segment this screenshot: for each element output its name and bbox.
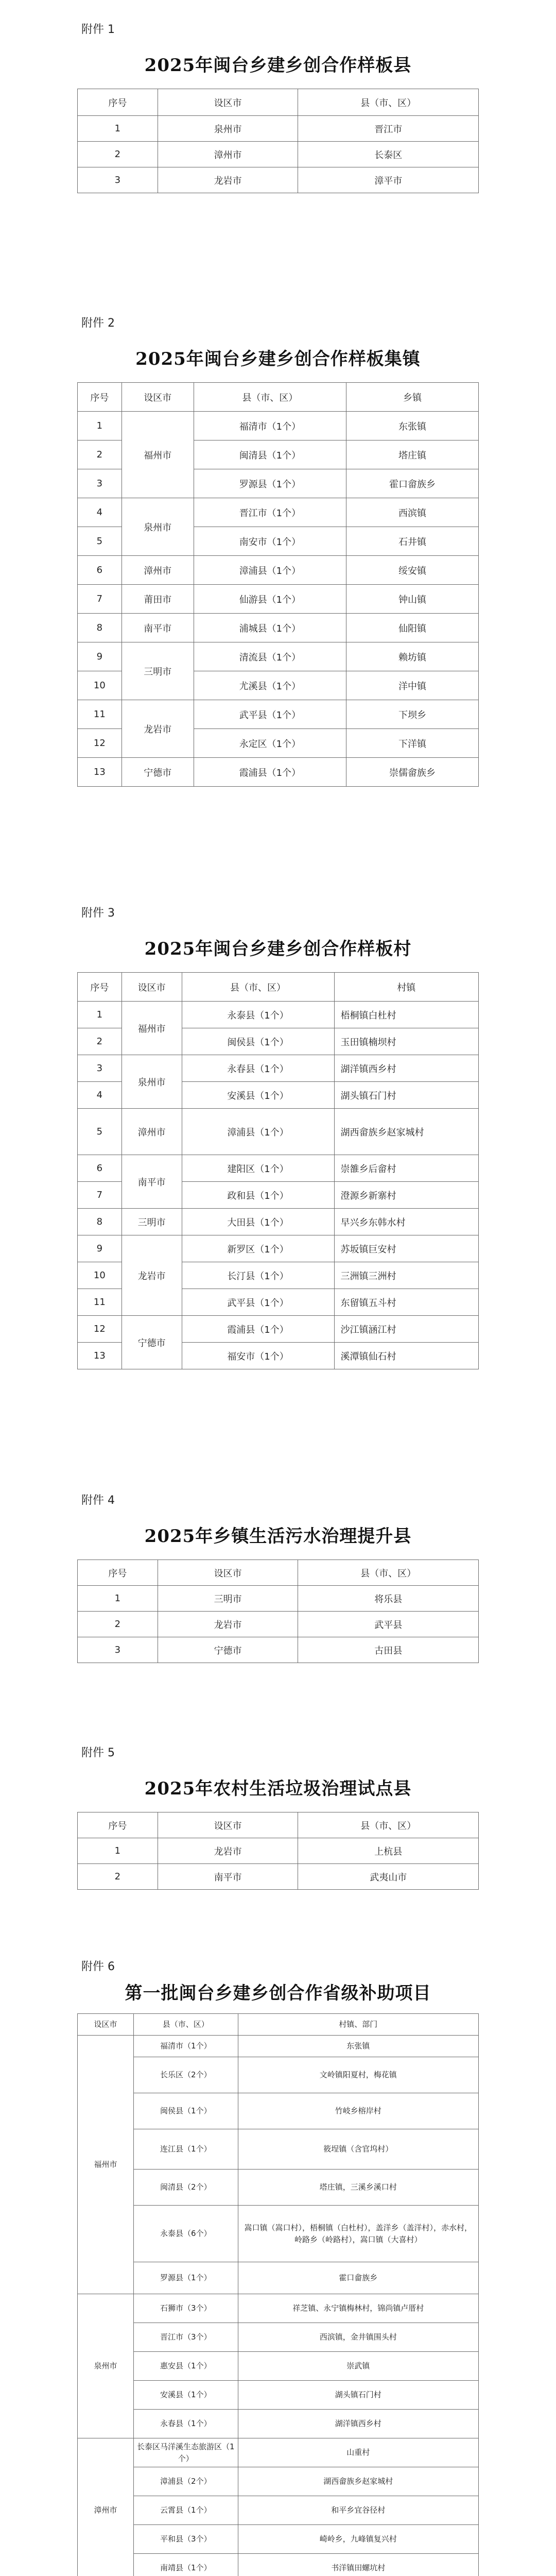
table-header-row bbox=[78, 973, 479, 1002]
county-cell: 南靖县（1个） bbox=[134, 2554, 238, 2576]
county-cell: 闽侯县（1个） bbox=[134, 2093, 238, 2129]
table-cell: 9 bbox=[78, 1235, 122, 1262]
table-row bbox=[78, 700, 479, 729]
village-cell: 东张镇 bbox=[238, 2036, 478, 2057]
table-cell: 湖头镇石门村 bbox=[334, 1082, 478, 1109]
table-row bbox=[78, 167, 479, 193]
table-cell: 2 bbox=[78, 440, 122, 469]
column-header: 县（市、区） bbox=[298, 1560, 479, 1586]
table-cell: 大田县（1个） bbox=[182, 1209, 334, 1235]
city-cell: 宁德市 bbox=[121, 758, 194, 787]
attachment-3 bbox=[77, 904, 479, 1369]
table-cell: 4 bbox=[78, 1082, 122, 1109]
table-cell: 崇儒畲族乡 bbox=[346, 758, 478, 787]
city-cell: 漳州市 bbox=[121, 556, 194, 585]
table-cell: 古田县 bbox=[298, 1637, 479, 1663]
village-cell: 塔庄镇，三溪乡溪口村 bbox=[238, 2170, 478, 2206]
sewage-county-table bbox=[77, 1560, 479, 1663]
county-cell: 平和县（3个） bbox=[134, 2525, 238, 2554]
table-cell: 10 bbox=[78, 671, 122, 700]
table-cell: 闽侯县（1个） bbox=[182, 1028, 334, 1055]
table-cell: 尤溪县（1个） bbox=[194, 671, 346, 700]
table-row bbox=[78, 614, 479, 642]
table-row bbox=[78, 1586, 479, 1612]
attachment-label: 附件 1 bbox=[81, 23, 115, 36]
village-cell: 山重村 bbox=[238, 2438, 478, 2467]
table-row bbox=[78, 412, 479, 440]
attachment-label: 附件 5 bbox=[81, 1747, 115, 1759]
table-cell: 苏坂镇巨安村 bbox=[334, 1235, 478, 1262]
table-cell: 将乐县 bbox=[298, 1586, 479, 1612]
city-cell: 福州市 bbox=[121, 412, 194, 498]
table-cell: 福清市（1个） bbox=[194, 412, 346, 440]
table-cell: 长汀县（1个） bbox=[182, 1262, 334, 1289]
table-cell: 1 bbox=[78, 412, 122, 440]
table-header-row bbox=[78, 383, 479, 412]
county-cell: 长乐区（2个） bbox=[134, 2057, 238, 2093]
table-header-row bbox=[78, 1812, 479, 1838]
table-cell: 崇雒乡后畲村 bbox=[334, 1155, 478, 1182]
table-row bbox=[78, 1109, 479, 1155]
table-cell: 7 bbox=[78, 585, 122, 614]
city-cell: 漳州市 bbox=[121, 1109, 182, 1155]
city-cell: 福州市 bbox=[121, 1002, 182, 1055]
table-cell: 11 bbox=[78, 700, 122, 729]
village-cell: 和平乡宜谷径村 bbox=[238, 2496, 478, 2525]
column-header: 设区市 bbox=[158, 89, 298, 116]
table-cell: 洋中镇 bbox=[346, 671, 478, 700]
table-cell: 清流县（1个） bbox=[194, 642, 346, 671]
village-cell: 崇武镇 bbox=[238, 2352, 478, 2381]
table-cell: 南平市 bbox=[158, 1864, 298, 1890]
county-cell: 漳浦县（2个） bbox=[134, 2467, 238, 2496]
table-row bbox=[78, 116, 479, 142]
village-cell: 崎岭乡，九峰镇复兴村 bbox=[238, 2525, 478, 2554]
city-cell: 福州市 bbox=[78, 2036, 134, 2294]
table-cell: 建阳区（1个） bbox=[182, 1155, 334, 1182]
table-row bbox=[78, 498, 479, 527]
table-cell: 1 bbox=[78, 1002, 122, 1028]
table-cell: 澄源乡新寨村 bbox=[334, 1182, 478, 1209]
table-cell: 玉田镇楠坝村 bbox=[334, 1028, 478, 1055]
table-cell: 10 bbox=[78, 1262, 122, 1289]
city-cell: 泉州市 bbox=[121, 1055, 182, 1109]
section-title: 2025年闽台乡建乡创合作样板村 bbox=[144, 939, 412, 959]
village-cell: 西滨镇，金井镇围头村 bbox=[238, 2323, 478, 2352]
attachment-label: 附件 6 bbox=[81, 1960, 115, 1973]
subsidy-project-table bbox=[77, 2013, 479, 2576]
column-header: 序号 bbox=[78, 1812, 158, 1838]
county-cell: 永春县（1个） bbox=[134, 2410, 238, 2438]
table-cell: 8 bbox=[78, 1209, 122, 1235]
table-cell: 2 bbox=[78, 1612, 158, 1637]
village-cell: 竹岐乡榕岸村 bbox=[238, 2093, 478, 2129]
city-cell: 南平市 bbox=[121, 1155, 182, 1209]
table-cell: 三明市 bbox=[158, 1586, 298, 1612]
table-row bbox=[78, 1838, 479, 1864]
village-cell: 筱埕镇（含官坞村） bbox=[238, 2129, 478, 2170]
table-row bbox=[78, 2352, 479, 2381]
waste-county-table bbox=[77, 1812, 479, 1890]
attachment-5 bbox=[77, 1744, 479, 1890]
table-cell: 2 bbox=[78, 1864, 158, 1890]
table-cell: 漳州市 bbox=[158, 142, 298, 167]
table-cell: 武平县（1个） bbox=[194, 700, 346, 729]
table-row bbox=[78, 2036, 479, 2057]
village-cell: 湖西畲族乡赵家城村 bbox=[238, 2467, 478, 2496]
section-title: 2025年乡镇生活污水治理提升县 bbox=[144, 1526, 412, 1547]
attachment-label: 附件 2 bbox=[81, 317, 115, 330]
column-header: 村镇 bbox=[334, 973, 478, 1002]
village-cell: 书洋镇田螺坑村 bbox=[238, 2554, 478, 2576]
table-row bbox=[78, 2323, 479, 2352]
table-cell: 12 bbox=[78, 1316, 122, 1343]
table-cell: 绥安镇 bbox=[346, 556, 478, 585]
city-cell: 南平市 bbox=[121, 614, 194, 642]
table-cell: 永春县（1个） bbox=[182, 1055, 334, 1082]
table-cell: 漳浦县（1个） bbox=[194, 556, 346, 585]
table-cell: 安溪县（1个） bbox=[182, 1082, 334, 1109]
table-cell: 6 bbox=[78, 1155, 122, 1182]
column-header: 设区市 bbox=[158, 1560, 298, 1586]
table-row bbox=[78, 1055, 479, 1082]
table-row bbox=[78, 2294, 479, 2323]
table-cell: 宁德市 bbox=[158, 1637, 298, 1663]
table-cell: 龙岩市 bbox=[158, 1612, 298, 1637]
column-header: 序号 bbox=[78, 89, 158, 116]
table-header-row bbox=[78, 89, 479, 116]
county-cell: 连江县（1个） bbox=[134, 2129, 238, 2170]
table-cell: 福安市（1个） bbox=[182, 1343, 334, 1369]
county-cell: 长泰区马洋溪生态旅游区（1个） bbox=[134, 2438, 238, 2467]
attachment-1 bbox=[77, 21, 479, 193]
attachment-label: 附件 4 bbox=[81, 1494, 115, 1507]
table-cell: 6 bbox=[78, 556, 122, 585]
table-cell: 晋江市（1个） bbox=[194, 498, 346, 527]
table-cell: 石井镇 bbox=[346, 527, 478, 556]
table-cell: 漳平市 bbox=[298, 167, 479, 193]
county-cell: 晋江市（3个） bbox=[134, 2323, 238, 2352]
city-cell: 三明市 bbox=[121, 642, 194, 700]
table-cell: 上杭县 bbox=[298, 1838, 479, 1864]
table-cell: 三洲镇三洲村 bbox=[334, 1262, 478, 1289]
column-header: 县（市、区） bbox=[298, 89, 479, 116]
table-cell: 武平县（1个） bbox=[182, 1289, 334, 1316]
village-cell: 湖洋镇西乡村 bbox=[238, 2410, 478, 2438]
table-cell: 长泰区 bbox=[298, 142, 479, 167]
city-cell: 三明市 bbox=[121, 1209, 182, 1235]
table-cell: 溪潭镇仙石村 bbox=[334, 1343, 478, 1369]
attachment-label: 附件 3 bbox=[81, 907, 115, 920]
table-cell: 钟山镇 bbox=[346, 585, 478, 614]
column-header: 乡镇 bbox=[346, 383, 478, 412]
city-cell: 龙岩市 bbox=[121, 1235, 182, 1316]
table-cell: 永泰县（1个） bbox=[182, 1002, 334, 1028]
table-cell: 沙江镇涵江村 bbox=[334, 1316, 478, 1343]
attachment-4 bbox=[77, 1492, 479, 1663]
table-row bbox=[78, 2093, 479, 2129]
table-cell: 梧桐镇白杜村 bbox=[334, 1002, 478, 1028]
section-title: 2025年农村生活垃圾治理试点县 bbox=[144, 1778, 412, 1799]
table-cell: 霞浦县（1个） bbox=[194, 758, 346, 787]
column-header: 设区市 bbox=[78, 2014, 134, 2036]
table-cell: 11 bbox=[78, 1289, 122, 1316]
city-cell: 漳州市 bbox=[78, 2438, 134, 2576]
table-cell: 龙岩市 bbox=[158, 1838, 298, 1864]
village-cell: 文岭镇阳夏村，梅花镇 bbox=[238, 2057, 478, 2093]
column-header: 设区市 bbox=[158, 1812, 298, 1838]
table-cell: 霞浦县（1个） bbox=[182, 1316, 334, 1343]
table-row bbox=[78, 2129, 479, 2170]
section-title: 第一批闽台乡建乡创合作省级补助项目 bbox=[125, 1983, 431, 2004]
table-cell: 13 bbox=[78, 758, 122, 787]
table-row bbox=[78, 758, 479, 787]
table-cell: 2 bbox=[78, 142, 158, 167]
county-cell: 永泰县（6个） bbox=[134, 2206, 238, 2262]
table-cell: 霍口畲族乡 bbox=[346, 469, 478, 498]
county-cell: 云霄县（1个） bbox=[134, 2496, 238, 2525]
table-row bbox=[78, 585, 479, 614]
table-cell: 3 bbox=[78, 167, 158, 193]
table-cell: 下坝乡 bbox=[346, 700, 478, 729]
table-cell: 永定区（1个） bbox=[194, 729, 346, 758]
table-cell: 2 bbox=[78, 1028, 122, 1055]
table-row bbox=[78, 2467, 479, 2496]
table-cell: 5 bbox=[78, 527, 122, 556]
table-row bbox=[78, 142, 479, 167]
table-cell: 12 bbox=[78, 729, 122, 758]
table-cell: 新罗区（1个） bbox=[182, 1235, 334, 1262]
table-cell: 漳浦县（1个） bbox=[182, 1109, 334, 1155]
column-header: 县（市、区） bbox=[194, 383, 346, 412]
table-cell: 武夷山市 bbox=[298, 1864, 479, 1890]
table-cell: 仙游县（1个） bbox=[194, 585, 346, 614]
county-cell: 惠安县（1个） bbox=[134, 2352, 238, 2381]
table-cell: 闽清县（1个） bbox=[194, 440, 346, 469]
table-row bbox=[78, 1002, 479, 1028]
table-header-row bbox=[78, 2014, 479, 2036]
column-header: 县（市、区） bbox=[182, 973, 334, 1002]
section-title: 2025年闽台乡建乡创合作样板集镇 bbox=[135, 349, 421, 369]
attachment-2 bbox=[77, 314, 479, 787]
attachment-6 bbox=[77, 1958, 479, 2576]
table-cell: 3 bbox=[78, 1055, 122, 1082]
table-cell: 西滨镇 bbox=[346, 498, 478, 527]
table-row bbox=[78, 1612, 479, 1637]
village-cell: 嵩口镇（嵩口村），梧桐镇（白杜村），盖洋乡（盖洋村），赤水村，岭路乡（岭路村），嵩口镇（大喜村） bbox=[238, 2206, 478, 2262]
table-row bbox=[78, 1209, 479, 1235]
table-cell: 仙阳镇 bbox=[346, 614, 478, 642]
table-cell: 3 bbox=[78, 1637, 158, 1663]
section-title: 2025年闽台乡建乡创合作样板县 bbox=[144, 55, 412, 76]
column-header: 设区市 bbox=[121, 383, 194, 412]
city-cell: 莆田市 bbox=[121, 585, 194, 614]
table-cell: 政和县（1个） bbox=[182, 1182, 334, 1209]
county-cell: 安溪县（1个） bbox=[134, 2381, 238, 2410]
table-cell: 赖坊镇 bbox=[346, 642, 478, 671]
county-table bbox=[77, 89, 479, 193]
table-cell: 1 bbox=[78, 116, 158, 142]
table-row bbox=[78, 1155, 479, 1182]
table-row bbox=[78, 2554, 479, 2576]
county-cell: 罗源县（1个） bbox=[134, 2262, 238, 2294]
table-row bbox=[78, 1316, 479, 1343]
table-cell: 南安市（1个） bbox=[194, 527, 346, 556]
table-row bbox=[78, 2410, 479, 2438]
column-header: 序号 bbox=[78, 973, 122, 1002]
county-cell: 石狮市（3个） bbox=[134, 2294, 238, 2323]
column-header: 设区市 bbox=[121, 973, 182, 1002]
table-cell: 湖西畲族乡赵家城村 bbox=[334, 1109, 478, 1155]
column-header: 县（市、区） bbox=[134, 2014, 238, 2036]
table-row bbox=[78, 2381, 479, 2410]
table-cell: 1 bbox=[78, 1838, 158, 1864]
table-row bbox=[78, 2525, 479, 2554]
table-row bbox=[78, 1637, 479, 1663]
table-cell: 浦城县（1个） bbox=[194, 614, 346, 642]
table-cell: 湖洋镇西乡村 bbox=[334, 1055, 478, 1082]
village-cell: 湖头镇石门村 bbox=[238, 2381, 478, 2410]
table-cell: 罗源县（1个） bbox=[194, 469, 346, 498]
table-cell: 5 bbox=[78, 1109, 122, 1155]
table-row bbox=[78, 1235, 479, 1262]
table-cell: 东留镇五斗村 bbox=[334, 1289, 478, 1316]
column-header: 村镇、部门 bbox=[238, 2014, 478, 2036]
table-row bbox=[78, 2438, 479, 2467]
table-cell: 9 bbox=[78, 642, 122, 671]
table-row bbox=[78, 1864, 479, 1890]
table-row bbox=[78, 2262, 479, 2294]
town-table bbox=[77, 382, 479, 787]
table-row bbox=[78, 2496, 479, 2525]
city-cell: 泉州市 bbox=[121, 498, 194, 556]
village-cell: 祥芝镇、永宁镇梅林村，锦尚镇卢厝村 bbox=[238, 2294, 478, 2323]
city-cell: 宁德市 bbox=[121, 1316, 182, 1369]
table-cell: 4 bbox=[78, 498, 122, 527]
table-cell: 塔庄镇 bbox=[346, 440, 478, 469]
table-cell: 7 bbox=[78, 1182, 122, 1209]
county-cell: 福清市（1个） bbox=[134, 2036, 238, 2057]
table-cell: 8 bbox=[78, 614, 122, 642]
table-cell: 早兴乡东韩水村 bbox=[334, 1209, 478, 1235]
table-cell: 晋江市 bbox=[298, 116, 479, 142]
table-row bbox=[78, 2057, 479, 2093]
table-row bbox=[78, 556, 479, 585]
table-row bbox=[78, 642, 479, 671]
subsidy-table-body bbox=[78, 2036, 479, 2576]
county-cell: 闽清县（2个） bbox=[134, 2170, 238, 2206]
table-cell: 泉州市 bbox=[158, 116, 298, 142]
table-cell: 东张镇 bbox=[346, 412, 478, 440]
table-header-row bbox=[78, 1560, 479, 1586]
table-cell: 下洋镇 bbox=[346, 729, 478, 758]
table-cell: 1 bbox=[78, 1586, 158, 1612]
village-cell: 霍口畲族乡 bbox=[238, 2262, 478, 2294]
column-header: 县（市、区） bbox=[298, 1812, 479, 1838]
city-cell: 泉州市 bbox=[78, 2294, 134, 2438]
column-header: 序号 bbox=[78, 383, 122, 412]
table-cell: 3 bbox=[78, 469, 122, 498]
table-row bbox=[78, 2170, 479, 2206]
table-cell: 武平县 bbox=[298, 1612, 479, 1637]
village-table bbox=[77, 972, 479, 1369]
column-header: 序号 bbox=[78, 1560, 158, 1586]
table-row bbox=[78, 2206, 479, 2262]
table-cell: 龙岩市 bbox=[158, 167, 298, 193]
table-cell: 13 bbox=[78, 1343, 122, 1369]
city-cell: 龙岩市 bbox=[121, 700, 194, 758]
